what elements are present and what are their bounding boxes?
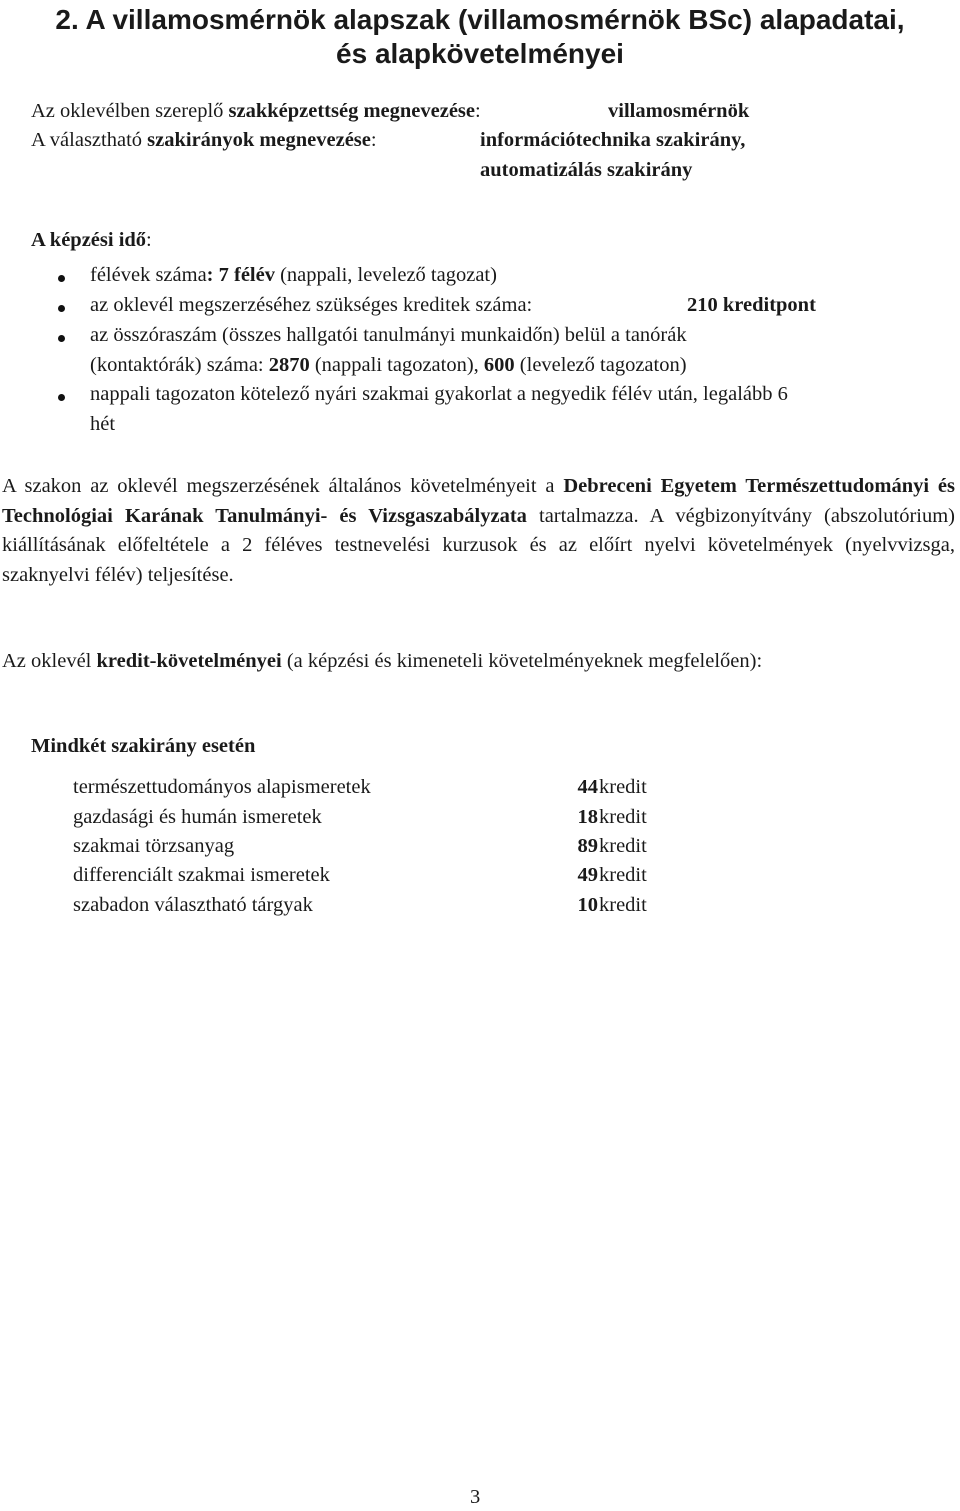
credit-row-value: 10 bbox=[577, 894, 598, 916]
semesters-note: (nappali, levelező tagozat) bbox=[274, 264, 497, 286]
credit-row-value: 89 bbox=[577, 835, 598, 857]
general-requirements-text-rest: tartalmazza. A végbizonyítvány (abszolutórium) kiállításának előfeltétele a 2 féléves testnevelési kurzusok és az előírt nyelvi követelmények (nyelvvizsga, szaknyelvi félév) teljesítése. bbox=[2, 504, 955, 586]
specialization-label-bold: szakirányok megnevezése bbox=[147, 129, 371, 151]
both-specializations-heading: Mindkét szakirány esetén bbox=[31, 735, 256, 757]
credit-row bbox=[73, 776, 673, 805]
credit-row-name: differenciált szakmai ismeretek bbox=[73, 864, 330, 886]
page-title-line2: és alapkövetelményei bbox=[336, 38, 624, 69]
credit-row bbox=[73, 806, 673, 835]
credit-requirements-bold: kredit-követelményei bbox=[96, 650, 282, 672]
contact-hours-fulltime-note: (nappali tagozaton), bbox=[309, 354, 484, 376]
credit-row-value: 44 bbox=[577, 776, 598, 798]
specialization-value-1: információtechnika szakirány, bbox=[480, 129, 746, 151]
semesters-item bbox=[90, 264, 497, 287]
page-title-line1: 2. A villamosmérnök alapszak (villamosmérnök BSc) alapadatai, bbox=[55, 4, 905, 35]
credit-row-value: 18 bbox=[577, 806, 598, 828]
credit-row bbox=[73, 864, 673, 893]
credit-row-unit: kredit bbox=[599, 806, 647, 828]
credit-row-unit: kredit bbox=[599, 864, 647, 886]
credit-row-value: 49 bbox=[577, 864, 598, 886]
credit-requirements-text: Az oklevél bbox=[2, 650, 97, 672]
credit-row bbox=[73, 894, 673, 923]
credits-needed-value: 210 kreditpont bbox=[687, 294, 816, 316]
credit-row-unit: kredit bbox=[599, 835, 647, 857]
contact-hours-parttime-note: (levelező tagozaton) bbox=[514, 354, 687, 376]
page-number: 3 bbox=[470, 1486, 481, 1508]
internship-line2: hét bbox=[90, 413, 116, 435]
semesters-label: félévek száma bbox=[90, 264, 207, 286]
bullet-icon bbox=[58, 275, 65, 282]
bullet-icon bbox=[58, 305, 65, 312]
credit-requirements-paragraph bbox=[2, 647, 955, 677]
credit-row-name: szabadon választható tárgyak bbox=[73, 894, 313, 916]
semesters-value: : 7 félév bbox=[206, 264, 275, 286]
training-time-label bbox=[31, 229, 152, 252]
contact-hours-fulltime-value: 2870 bbox=[268, 354, 310, 376]
regulation-name: Debreceni Egyetem Természettudományi és Technológiai Karának Tanulmányi- és Vizsgaszabályzata bbox=[2, 475, 955, 527]
credits-needed-label: az oklevél megszerzéséhez szükséges kreditek száma: bbox=[90, 294, 533, 316]
qualification-label-bold: szakképzettség megnevezése bbox=[228, 100, 475, 122]
internship-line1: nappali tagozaton kötelező nyári szakmai gyakorlat a negyedik félév után, legalább 6 bbox=[90, 383, 788, 405]
qualification-label-text: Az oklevélben szereplő bbox=[31, 100, 229, 122]
credit-row-unit: kredit bbox=[599, 776, 647, 798]
page-title bbox=[0, 0, 960, 76]
training-time-label-colon: : bbox=[146, 229, 152, 251]
contact-hours-label: (kontaktórák) száma: bbox=[90, 354, 269, 376]
bullet-icon bbox=[58, 394, 65, 401]
credit-row bbox=[73, 835, 673, 864]
general-requirements-paragraph bbox=[2, 472, 955, 590]
training-time-label-bold: A képzési idő bbox=[31, 229, 147, 251]
specialization-value-2: automatizálás szakirány bbox=[480, 159, 693, 181]
credit-row-name: természettudományos alapismeretek bbox=[73, 776, 371, 798]
bullet-icon bbox=[58, 335, 65, 342]
general-requirements-text: A szakon az oklevél megszerzésének általános követelményeit a bbox=[2, 475, 564, 497]
credit-row-name: gazdasági és humán ismeretek bbox=[73, 806, 322, 828]
contact-hours-line2 bbox=[90, 354, 687, 377]
qualification-label bbox=[31, 100, 481, 123]
specialization-label bbox=[31, 129, 377, 152]
contact-hours-parttime-value: 600 bbox=[483, 354, 515, 376]
specialization-label-colon: : bbox=[370, 129, 377, 151]
qualification-label-colon: : bbox=[475, 100, 481, 122]
contact-hours-line1: az összóraszám (összes hallgatói tanulmányi munkaidőn) belül a tanórák bbox=[90, 324, 687, 346]
credit-row-unit: kredit bbox=[599, 894, 647, 916]
qualification-value: villamosmérnök bbox=[608, 100, 750, 122]
credit-row-name: szakmai törzsanyag bbox=[73, 835, 235, 857]
specialization-label-text: A választható bbox=[31, 129, 148, 151]
credit-requirements-text-rest: (a képzési és kimeneteli követelményeknek megfelelően): bbox=[281, 650, 763, 672]
